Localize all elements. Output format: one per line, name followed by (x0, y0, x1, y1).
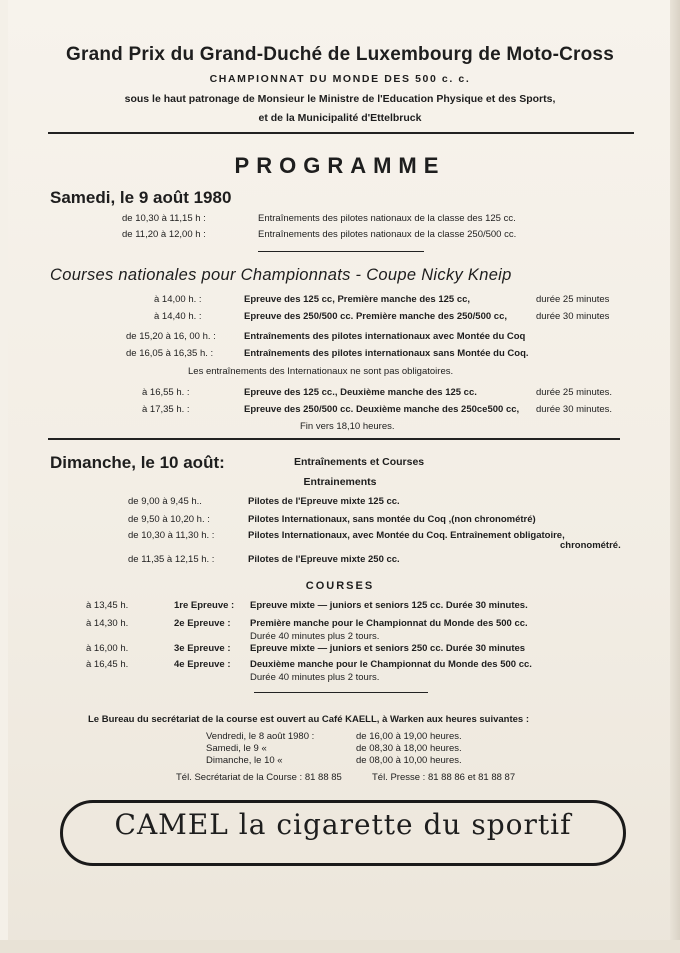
patronage-line-1: sous le haut patronage de Monsieur le Ministre de l'Education Physique et des Sports, (124, 93, 556, 105)
schedule-duration: durée 25 minutes. (536, 387, 613, 398)
event-subtitle: CHAMPIONNAT DU MONDE DES 500 c. c. (209, 73, 471, 85)
schedule-desc: Pilotes Internationaux, sans montée du Coq ,(non chronométré) (248, 514, 536, 525)
course-desc: Deuxième manche pour le Championnat du Monde des 500 cc. (250, 659, 532, 670)
schedule-desc: Entraînements des pilotes internationaux sans Montée du Coq. (244, 348, 529, 359)
course-desc: Epreuve mixte — juniors et seniors 125 cc. Durée 30 minutes. (250, 600, 528, 611)
schedule-duration: durée 30 minutes (536, 311, 610, 322)
event-title: Grand Prix du Grand-Duché de Luxembourg de Moto-Cross (66, 44, 614, 65)
course-number: 4e Epreuve : (174, 659, 231, 670)
bureau-hours: de 08,30 à 18,00 heures. (356, 743, 462, 754)
course-desc-line2: Durée 40 minutes plus 2 tours. (250, 631, 380, 642)
course-time: à 13,45 h. (86, 600, 129, 611)
header-divider (48, 132, 634, 134)
paper-fold (0, 940, 680, 953)
schedule-time: à 14,40 h. : (154, 311, 202, 322)
tel-presse: Tél. Presse : 81 88 86 et 81 88 87 (372, 772, 516, 783)
schedule-time: de 10,30 à 11,30 h. : (128, 530, 215, 541)
bureau-day: Dimanche, le 10 « (206, 755, 283, 766)
course-time: à 16,45 h. (86, 659, 129, 670)
schedule-time: à 16,55 h. : (142, 387, 190, 398)
section-divider (258, 251, 424, 252)
schedule-desc: Epreuve des 250/500 cc. Deuxième manche des 250ce500 cc, (244, 404, 520, 415)
schedule-desc: Epreuve des 250/500 cc. Première manche des 250/500 cc, (244, 311, 508, 322)
schedule-desc: Epreuve des 125 cc, Première manche des 125 cc, (244, 294, 471, 305)
schedule-desc: Entraînements des pilotes internationaux avec Montée du Coq (244, 331, 526, 342)
schedule-time: de 15,20 à 16, 00 h. : (126, 331, 216, 342)
course-number: 3e Epreuve : (174, 643, 231, 654)
course-time: à 16,00 h. (86, 643, 129, 654)
course-number: 1re Epreuve : (174, 600, 235, 611)
patronage-line-2: et de la Municipalité d'Ettelbruck (258, 112, 422, 124)
schedule-time: à 17,35 h. : (142, 404, 190, 415)
schedule-time: de 11,35 à 12,15 h. : (128, 554, 215, 565)
section-divider (254, 692, 428, 693)
schedule-desc: Pilotes de l'Epreuve mixte 125 cc. (248, 496, 400, 507)
sunday-heading: Dimanche, le 10 août: (50, 453, 225, 472)
schedule-duration: durée 30 minutes. (536, 404, 613, 415)
schedule-time: de 9,50 à 10,20 h. : (128, 514, 210, 525)
schedule-desc: Epreuve des 125 cc., Deuxième manche des 125 cc. (244, 387, 477, 398)
schedule-time: de 16,05 à 16,35 h. : (126, 348, 214, 359)
courses-title: COURSES (305, 580, 375, 592)
sunday-heading-note: Entraînements et Courses (294, 456, 425, 468)
bureau-day: Vendredi, le 8 août 1980 : (206, 731, 315, 742)
schedule-desc: Pilotes de l'Epreuve mixte 250 cc. (248, 554, 400, 565)
schedule-desc: Entraînements des pilotes nationaux de la classe des 125 cc. (258, 213, 516, 224)
bureau-hours: de 16,00 à 19,00 heures. (356, 731, 462, 742)
schedule-time: de 11,20 à 12,00 h : (122, 229, 206, 240)
schedule-time: de 9,00 à 9,45 h.. (128, 496, 202, 507)
training-note: Les entraînements des Internationaux ne sont pas obligatoires. (188, 366, 454, 377)
schedule-desc-continued: chronométré. (560, 540, 621, 551)
bureau-day: Samedi, le 9 « (206, 743, 267, 754)
schedule-desc: Entraînements des pilotes nationaux de la classe 250/500 cc. (258, 229, 517, 240)
camel-advert: CAMEL la cigarette du sportif (114, 808, 572, 841)
course-desc: Epreuve mixte — juniors et seniors 250 cc. Durée 30 minutes (250, 643, 526, 654)
saturday-end: Fin vers 18,10 heures. (300, 421, 395, 432)
bureau-intro: Le Bureau du secrétariat de la course est ouvert au Café KAELL, à Warken aux heures suivantes : (88, 714, 530, 725)
bureau-hours: de 08,00 à 10,00 heures. (356, 755, 462, 766)
course-time: à 14,30 h. (86, 618, 129, 629)
schedule-time: à 14,00 h. : (154, 294, 202, 305)
national-races-heading: Courses nationales pour Championnats - Coupe Nicky Kneip (50, 266, 512, 284)
course-desc: Première manche pour le Championnat du Monde des 500 cc. (250, 618, 528, 629)
day-divider (48, 438, 620, 440)
course-number: 2e Epreuve : (174, 618, 231, 629)
training-title: Entrainements (303, 476, 377, 488)
course-desc-line2: Durée 40 minutes plus 2 tours. (250, 672, 380, 683)
programme-title: PROGRAMME (234, 153, 446, 178)
tel-secretariat: Tél. Secrétariat de la Course : 81 88 85 (176, 772, 342, 783)
schedule-time: de 10,30 à 11,15 h : (122, 213, 206, 224)
saturday-heading: Samedi, le 9 août 1980 (50, 188, 232, 207)
schedule-desc: Pilotes Internationaux, avec Montée du Coq. Entraînement obligatoire, (248, 530, 565, 541)
schedule-duration: durée 25 minutes (536, 294, 610, 305)
